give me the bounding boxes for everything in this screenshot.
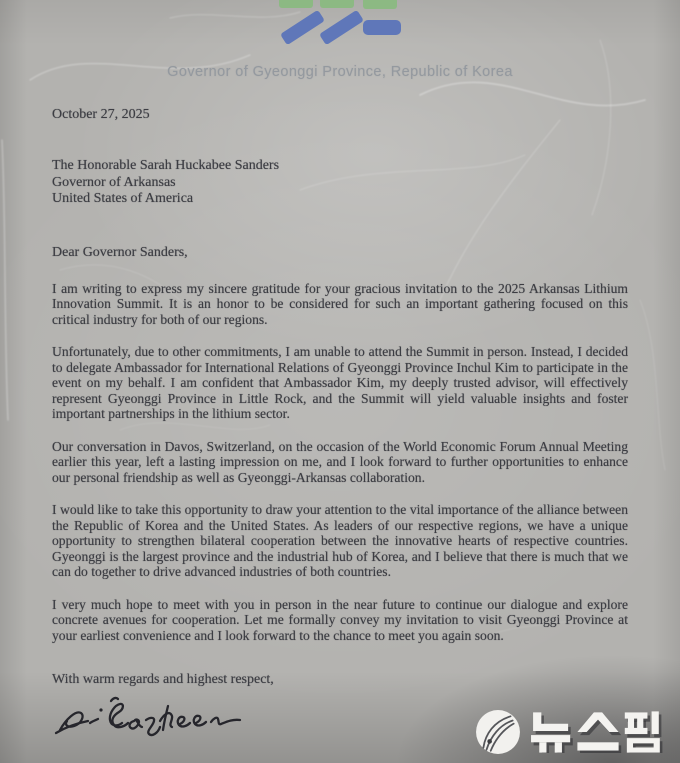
logo-blue-stroke [280, 10, 325, 45]
paragraph-2: Unfortunately, due to other commitments, I am unable to attend the Summit in person. Instead, I decided to delegate Ambassador for International Relations of Gyeonggi Province Inchul Kim to participate in the event on my behalf. I am confident that Ambassador Kim, my deeply trusted advisor, will effectively represent Gyeonggi Province in Little Rock, and the Summit will yield valuable insights and foster important partnerships in the lithium sector. [52, 344, 628, 421]
letter-date: October 27, 2025 [52, 107, 150, 122]
paragraph-5: I very much hope to meet with you in person in the near future to continue our dialogue and explore concrete avenues for cooperation. Let me formally convey my invitation to visit Gyeonggi Province at your earliest convenience and I look forward to the chance to meet you again soon. [52, 596, 628, 643]
letterhead-org-line: Governor of Gyeonggi Province, Republic of Korea [167, 64, 513, 80]
logo-green-bar [279, 0, 313, 8]
logo-blue-bar [363, 20, 401, 35]
paragraph-3: Our conversation in Davos, Switzerland, on the occasion of the World Economic Forum Annual Meeting earlier this year, left a lasting impression on me, and I look forward to further opportunities to enhance our personal friendship as well as Gyeonggi-Arkansas collaboration. [52, 438, 628, 485]
newspim-pen-nib-icon [475, 709, 521, 755]
logo-blue-stroke [319, 10, 364, 45]
gyeonggi-province-logo-icon [279, 0, 401, 40]
closing-line: With warm regards and highest respect, [52, 672, 274, 687]
logo-green-bar [320, 0, 354, 8]
newspim-wordmark [530, 711, 666, 753]
recipient-title: Governor of Arkansas [52, 174, 176, 190]
newspim-watermark [475, 709, 666, 755]
recipient-name: The Honorable Sarah Huckabee Sanders [52, 158, 280, 173]
recipient-country: United States of America [52, 191, 194, 206]
paragraph-1: I am writing to express my sincere gratitude for your gracious invitation to the 2025 Arkansas Lithium Innovation Summit. It is an honor to be considered for such an important gathering focused on this critical industry for both of our regions. [52, 280, 628, 327]
paragraph-4: I would like to take this opportunity to draw your attention to the vital importance of the alliance between the Republic of Korea and the United States. As leaders of our respective regions, we have a unique opportunity to strengthen bilateral cooperation between the innovative hearts of respective countries. Gyeonggi is the largest province and the industrial hub of Korea, and I believe that there is much that we can do together to drive advanced industries of both countries. [52, 502, 628, 579]
logo-green-bar [363, 0, 397, 9]
recipient-block [52, 158, 628, 208]
salutation: Dear Governor Sanders, [52, 244, 188, 260]
